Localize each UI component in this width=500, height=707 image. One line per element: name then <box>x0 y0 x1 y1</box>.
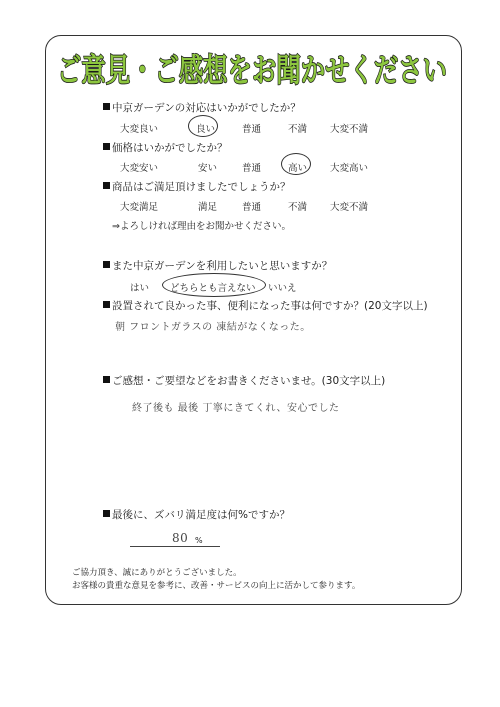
q2-option-1: 大変安い <box>120 163 159 174</box>
bullet-square-icon <box>103 182 110 189</box>
q4-option-2: どちらとも言えない <box>170 283 256 294</box>
q5-label: 設置されて良かった事、便利になった事は何ですか？(20文字以上) <box>103 298 428 313</box>
q1-option-3: 普通 <box>242 124 262 135</box>
q2-option-2: 安い <box>198 163 218 174</box>
bullet-square-icon <box>103 103 110 110</box>
q4-option-1: はい <box>130 283 150 294</box>
bullet-square-icon <box>103 261 110 268</box>
q7-percent-unit: % <box>195 536 203 545</box>
bullet-square-icon <box>103 376 110 383</box>
q3-label: 商品はご満足頂けましたでしょうか？ <box>103 179 291 194</box>
q1-option-2: 良い <box>196 124 216 135</box>
q2-option-3: 普通 <box>242 163 262 174</box>
q4-option-3: いいえ <box>268 283 297 294</box>
footer-thanks: ご協力頂き、誠にありがとうございました。 <box>72 568 242 578</box>
bullet-square-icon <box>103 143 110 150</box>
q2-option-4: 高い <box>288 163 308 174</box>
q2-selection-circle <box>281 153 311 175</box>
q1-label: 中京ガーデンの対応はいかがでしたか？ <box>103 100 301 115</box>
bullet-square-icon <box>103 301 110 308</box>
q4-selection-circle <box>162 273 266 297</box>
q1-option-1: 大変良い <box>120 124 159 135</box>
bullet-square-icon <box>103 510 110 517</box>
q3-reason-prompt: ⇒よろしければ理由をお聞かせください。 <box>112 221 291 232</box>
q7-answer-line <box>130 546 220 547</box>
q7-label: 最後に、ズバリ満足度は何%ですか？ <box>103 507 290 522</box>
q2-label: 価格はいかがでしたか？ <box>103 140 228 155</box>
survey-title <box>50 44 455 94</box>
q3-option-2: 満足 <box>198 202 218 213</box>
q6-label: ご感想・ご要望などをお書きくださいませ。(30文字以上) <box>103 373 385 388</box>
q5-handwritten-answer: 朝 フロントガラスの 凍結がなくなった。 <box>115 322 311 333</box>
survey-title-text: ご意見・ご感想をお聞かせください <box>57 51 447 89</box>
q3-option-3: 普通 <box>242 202 262 213</box>
q1-selection-circle <box>188 115 218 137</box>
q3-option-4: 不満 <box>288 202 308 213</box>
q6-handwritten-answer: 終了後も 最後 丁寧にきてくれ、安心でした <box>132 403 340 414</box>
q1-option-4: 不満 <box>288 124 308 135</box>
q7-handwritten-percent: 80 <box>172 531 189 545</box>
q3-option-1: 大変満足 <box>120 202 159 213</box>
q2-option-5: 大変高い <box>330 163 369 174</box>
footer-message: お客様の貴重な意見を参考に、改善・サービスの向上に活かして参ります。 <box>72 581 361 591</box>
q4-label: また中京ガーデンを利用したいと思いますか？ <box>103 258 332 273</box>
q1-option-5: 大変不満 <box>330 124 369 135</box>
q3-option-5: 大変不満 <box>330 202 369 213</box>
